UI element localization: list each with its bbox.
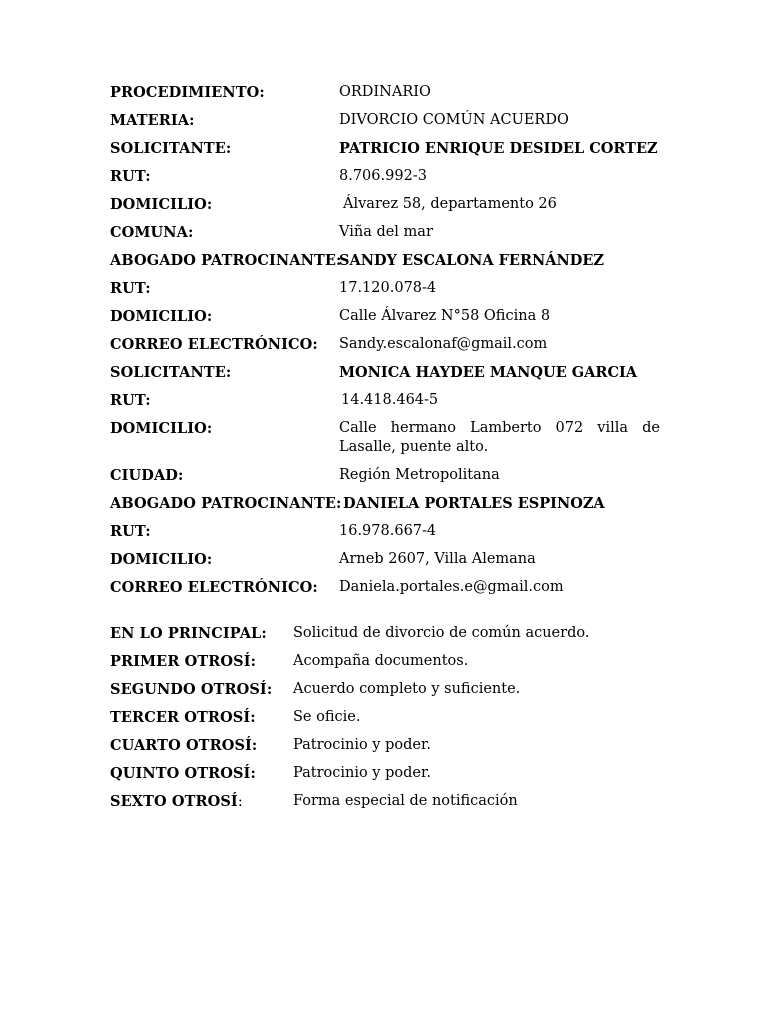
row-comuna bbox=[110, 223, 660, 242]
section-value: Solicitud de divorcio de común acuerdo. bbox=[293, 625, 590, 641]
row-abogado-1 bbox=[110, 251, 660, 270]
section-segundo-otrosi bbox=[110, 680, 660, 699]
section-label-colon: : bbox=[237, 794, 243, 810]
field-label: CORREO ELECTRÓNICO: bbox=[110, 336, 318, 353]
row-domicilio-2 bbox=[110, 307, 660, 326]
field-label: ABOGADO PATROCINANTE: bbox=[110, 252, 342, 269]
field-label: DOMICILIO: bbox=[110, 420, 213, 437]
field-value: Daniela.portales.e@gmail.com bbox=[339, 579, 564, 595]
field-value: Álvarez 58, departamento 26 bbox=[343, 196, 557, 212]
field-value: Calle Álvarez N°58 Oficina 8 bbox=[339, 308, 551, 324]
field-value: 17.120.078-4 bbox=[339, 280, 437, 296]
field-value: DIVORCIO COMÚN ACUERDO bbox=[339, 112, 569, 128]
field-label: DOMICILIO: bbox=[110, 196, 213, 213]
row-solicitante-2 bbox=[110, 363, 660, 382]
row-rut-3 bbox=[110, 391, 660, 410]
section-label bbox=[110, 792, 293, 812]
section-value: Se oficie. bbox=[293, 709, 361, 725]
field-label: RUT: bbox=[110, 168, 151, 185]
sections-block bbox=[110, 624, 660, 812]
row-domicilio-4 bbox=[110, 550, 660, 569]
row-domicilio-1 bbox=[110, 195, 660, 214]
row-rut-2 bbox=[110, 279, 660, 298]
section-value: Patrocinio y poder. bbox=[293, 737, 431, 753]
field-value: SANDY ESCALONA FERNÁNDEZ bbox=[339, 252, 605, 269]
section-cuarto-otrosi bbox=[110, 736, 660, 755]
section-label: QUINTO OTROSÍ: bbox=[110, 765, 256, 782]
field-value: 16.978.667-4 bbox=[339, 523, 437, 539]
row-rut-1 bbox=[110, 167, 660, 186]
row-domicilio-3 bbox=[110, 419, 660, 457]
field-value: Región Metropolitana bbox=[339, 467, 500, 483]
section-value: Acuerdo completo y suficiente. bbox=[293, 681, 521, 697]
section-sexto-otrosi bbox=[110, 792, 660, 812]
field-label: ABOGADO PATROCINANTE: bbox=[110, 495, 342, 512]
field-label: CIUDAD: bbox=[110, 467, 184, 484]
field-value: 8.706.992-3 bbox=[339, 168, 427, 184]
row-ciudad bbox=[110, 466, 660, 485]
row-correo-2 bbox=[110, 578, 660, 597]
row-abogado-2 bbox=[110, 494, 660, 513]
field-label: RUT: bbox=[110, 523, 151, 540]
field-value: Arneb 2607, Villa Alemana bbox=[339, 551, 536, 567]
field-label: SOLICITANTE: bbox=[110, 140, 232, 157]
field-label: COMUNA: bbox=[110, 224, 194, 241]
field-value: 14.418.464-5 bbox=[341, 392, 439, 408]
section-label-text: SEXTO OTROSÍ bbox=[110, 793, 238, 810]
section-label: PRIMER OTROSÍ: bbox=[110, 653, 257, 670]
field-value: Calle hermano Lamberto 072 villa de Lasalle, puente alto. bbox=[339, 420, 660, 455]
section-label: TERCER OTROSÍ: bbox=[110, 709, 256, 726]
section-value: Acompaña documentos. bbox=[293, 653, 469, 669]
field-value: PATRICIO ENRIQUE DESIDEL CORTEZ bbox=[339, 140, 658, 157]
section-quinto-otrosi bbox=[110, 764, 660, 783]
field-value: Sandy.escalonaf@gmail.com bbox=[339, 336, 548, 352]
section-label: SEGUNDO OTROSÍ: bbox=[110, 681, 273, 698]
field-label: CORREO ELECTRÓNICO: bbox=[110, 579, 318, 596]
field-value: ORDINARIO bbox=[339, 84, 431, 100]
row-materia bbox=[110, 111, 660, 130]
document-page bbox=[110, 83, 660, 821]
field-value: DANIELA PORTALES ESPINOZA bbox=[343, 495, 605, 512]
field-label: DOMICILIO: bbox=[110, 551, 213, 568]
row-rut-4 bbox=[110, 522, 660, 541]
field-value: Viña del mar bbox=[339, 224, 433, 240]
section-label: CUARTO OTROSÍ: bbox=[110, 737, 258, 754]
section-principal bbox=[110, 624, 660, 643]
field-value: MONICA HAYDEE MANQUE GARCIA bbox=[339, 364, 638, 381]
row-procedimiento bbox=[110, 83, 660, 102]
row-correo-1 bbox=[110, 335, 660, 354]
section-primer-otrosi bbox=[110, 652, 660, 671]
section-tercer-otrosi bbox=[110, 708, 660, 727]
field-label: DOMICILIO: bbox=[110, 308, 213, 325]
row-solicitante-1 bbox=[110, 139, 660, 158]
field-label: MATERIA: bbox=[110, 112, 195, 129]
field-label: PROCEDIMIENTO: bbox=[110, 84, 265, 101]
header-block bbox=[110, 83, 660, 597]
section-value: Patrocinio y poder. bbox=[293, 765, 431, 781]
field-label: RUT: bbox=[110, 280, 151, 297]
field-label: RUT: bbox=[110, 392, 151, 409]
section-label: EN LO PRINCIPAL: bbox=[110, 625, 267, 642]
field-label: SOLICITANTE: bbox=[110, 364, 232, 381]
section-value: Forma especial de notificación bbox=[293, 793, 518, 809]
